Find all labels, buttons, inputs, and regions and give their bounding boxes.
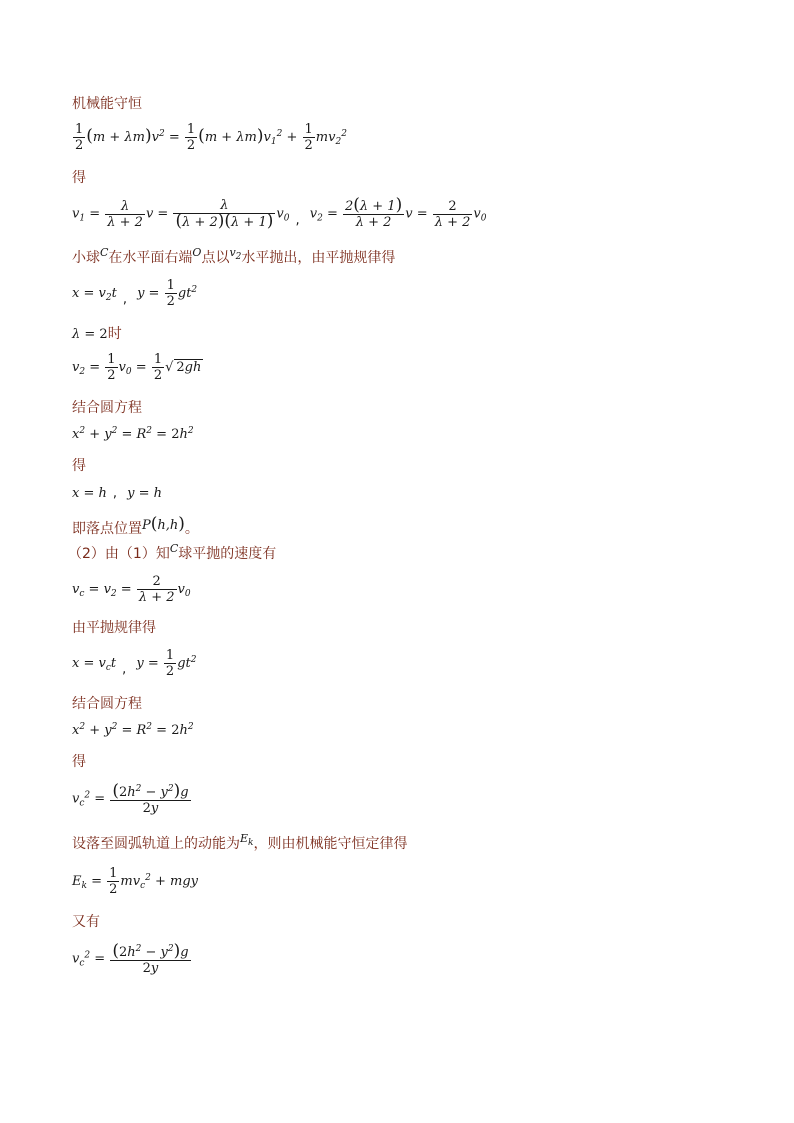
equation-ek: $E_k$ = $\frac{1}{2}$ $mv_c^2$ + mgy	[72, 866, 199, 897]
equation-v2-value: $v_2$ = $\frac{1}{2}$ $v_0$ = $\frac{1}{2}$ √ 2gh	[72, 352, 202, 383]
text-projectile-law: 由平抛规律得	[72, 620, 156, 636]
equation-circle-1: $x^2 + y^2 = R^2 = 2h^2$	[72, 426, 194, 442]
text-de-2: 得	[72, 458, 86, 474]
equation-circle-2: $x^2 + y^2 = R^2 = 2h^2$	[72, 722, 194, 738]
document-body	[68, 94, 732, 986]
equation-energy-conservation: $\frac{1}{2}$ $(m + \lambda m)v^2$ = $\frac{1}{2}$ $(m + \lambda m)v_1^2$ + $\frac{1}{2}$ $mv_2^2$	[75, 122, 347, 153]
text-landing-point: 即落点位置P(h,h)。	[72, 514, 199, 537]
text-circle-equation-1: 结合圆方程	[72, 400, 142, 416]
text-lambda-2: λ = 2时	[72, 326, 122, 342]
text-ball-c-thrown: 小球$^C$在水平面右端$^O$点以$^{v_2}$水平抛出，由平抛规律得	[72, 246, 396, 266]
equation-x-y-h: x = h , y = h	[72, 486, 163, 501]
equation-vc: $v_c = v_2$ = $\frac{2}{\lambda + 2}$ $v_0$	[72, 574, 191, 605]
equation-projectile-2: $x = v_ct$ , y = $\frac{1}{2}$ $gt^2$	[72, 648, 197, 679]
text-part-2: （2）由（1）知$^C$球平抛的速度有	[68, 542, 277, 562]
text-circle-equation-2: 结合圆方程	[72, 696, 142, 712]
equation-projectile-1: $x = v_2t$ , y = $\frac{1}{2}$ $gt^2$	[72, 278, 198, 309]
equation-v1-v2: $v_1$ = $\frac{\lambda}{\lambda + 2}$ v = $\frac{\lambda}{(\lambda + 2)(\lambda + 1)}$ $v_0$ , $v_2$ = $\frac{2(\lambda + 1)}{\lambda + 2}$ v = $\frac{2}{\lambda + 2}$ $v_0$	[72, 195, 487, 231]
text-kinetic-energy: 设落至圆弧轨道上的动能为$^{E_k}$，则由机械能守恒定律得	[72, 832, 408, 852]
text-energy-conservation: 机械能守恒	[72, 96, 142, 112]
text-also: 又有	[72, 914, 100, 930]
text-de-3: 得	[72, 754, 86, 770]
equation-vc-squared-1: $v_c^2$ = $\frac{(2h^2 - y^2)g}{2y}$	[72, 781, 189, 816]
text-de-1: 得	[72, 170, 86, 186]
equation-vc-squared-2: $v_c^2$ = $\frac{(2h^2 - y^2)g}{2y}$	[72, 941, 189, 976]
